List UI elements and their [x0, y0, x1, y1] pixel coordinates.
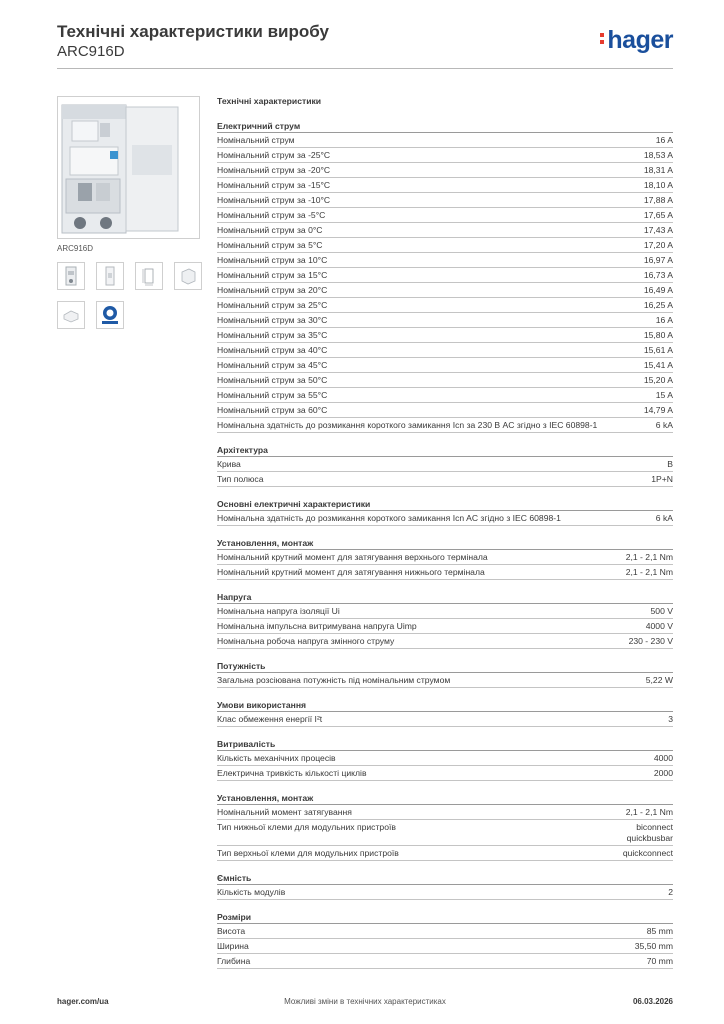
- spec-label: Номінальний струм за -5°C: [217, 210, 326, 220]
- spec-value: 5,22 W: [645, 675, 673, 685]
- logo-dots-icon: [600, 33, 605, 47]
- header-divider: [57, 68, 673, 69]
- spec-value: 18,53 A: [643, 150, 673, 160]
- spec-row: [217, 178, 673, 193]
- spec-label: Номінальний крутний момент для затягування верхнього термінала: [217, 552, 488, 562]
- spec-value: 17,88 A: [643, 195, 673, 205]
- spec-label: Номінальний струм за 40°C: [217, 345, 328, 355]
- spec-label: Номінальний струм за 50°C: [217, 375, 328, 385]
- spec-value: 15,41 A: [643, 360, 673, 370]
- spec-value: 4000: [653, 753, 673, 763]
- spec-value: 14,79 A: [643, 405, 673, 415]
- section-title: Умови використання: [217, 700, 673, 712]
- product-code: ARC916D: [57, 43, 125, 60]
- spec-row: [217, 511, 673, 526]
- spec-value: 15 A: [655, 390, 673, 400]
- spec-label: Глибина: [217, 956, 251, 966]
- spec-row: [217, 358, 673, 373]
- thumbnail-3d[interactable]: [174, 262, 202, 290]
- spec-label: Номінальна здатність до розмикання короткого замикання Icn за 230 В AC згідно з IEC 60898-1: [217, 420, 598, 430]
- spec-value: 16 A: [655, 135, 673, 145]
- spec-value: 4000 V: [645, 621, 673, 631]
- spec-row: [217, 403, 673, 418]
- spec-label: Номінальний струм за -10°C: [217, 195, 331, 205]
- thumbnail-quality[interactable]: [96, 301, 124, 329]
- spec-value: 15,20 A: [643, 375, 673, 385]
- page-header: [57, 22, 673, 70]
- footer-notice: Можливі зміни в технічних характеристиках: [284, 997, 446, 1006]
- spec-label: Номінальний струм: [217, 135, 295, 145]
- breaker-dimension-icon: [140, 266, 158, 286]
- spec-value: 2,1 - 2,1 Nm: [625, 552, 673, 562]
- specs-heading: Технічні характеристики: [217, 96, 322, 106]
- spec-row: [217, 939, 673, 954]
- spec-row: [217, 238, 673, 253]
- spec-label: Номінальна імпульсна витримувана напруга Uimp: [217, 621, 417, 631]
- hager-logo[interactable]: [600, 26, 673, 55]
- spec-label: Номінальний струм за 35°C: [217, 330, 328, 340]
- spec-label: Номінальний струм за 25°C: [217, 300, 328, 310]
- spec-row: [217, 223, 673, 238]
- spec-label: Висота: [217, 926, 246, 936]
- section-title: Установлення, монтаж: [217, 793, 673, 805]
- quality-badge-icon: [99, 304, 121, 326]
- spec-row: [217, 283, 673, 298]
- thumbnail-side[interactable]: [96, 262, 124, 290]
- spec-row: [217, 163, 673, 178]
- section-title: Архітектура: [217, 445, 673, 457]
- spec-value: 17,43 A: [643, 225, 673, 235]
- spec-row: [217, 313, 673, 328]
- spec-value: B: [667, 459, 673, 469]
- spec-label: Номінальна робоча напруга змінного струму: [217, 636, 395, 646]
- spec-row: [217, 550, 673, 565]
- spec-value: 16 A: [655, 315, 673, 325]
- spec-label: Ширина: [217, 941, 249, 951]
- spec-row: [217, 924, 673, 939]
- spec-value: 2000: [653, 768, 673, 778]
- spec-row: [217, 373, 673, 388]
- spec-row: [217, 268, 673, 283]
- spec-value: 70 mm: [646, 956, 673, 966]
- spec-row: [217, 634, 673, 649]
- spec-value: 1P+N: [651, 474, 673, 484]
- spec-value: 16,73 A: [643, 270, 673, 280]
- spec-label: Номінальний струм за 0°C: [217, 225, 323, 235]
- spec-value: 2: [668, 887, 673, 897]
- spec-label: Тип нижньої клеми для модульних пристроїв: [217, 822, 396, 832]
- spec-section: [217, 499, 673, 526]
- spec-label: Електрична тривкість кількості циклів: [217, 768, 367, 778]
- thumbnail-dimension[interactable]: [135, 262, 163, 290]
- page-title: Технічні характеристики виробу: [57, 22, 329, 41]
- logo-text: hager: [607, 26, 673, 54]
- spec-label: Кількість модулів: [217, 887, 286, 897]
- spec-value: quickconnect: [622, 848, 673, 858]
- spec-row: [217, 472, 673, 487]
- breaker-3d-icon: [179, 266, 197, 286]
- spec-row: [217, 133, 673, 148]
- spec-value: 3: [668, 714, 673, 724]
- spec-row: [217, 604, 673, 619]
- spec-label: Тип полюса: [217, 474, 264, 484]
- spec-value: 18,10 A: [643, 180, 673, 190]
- spec-label: Номінальний струм за 5°C: [217, 240, 323, 250]
- section-title: Ємність: [217, 873, 673, 885]
- spec-label: Номінальний струм за 20°C: [217, 285, 328, 295]
- breaker-back-icon: [62, 305, 80, 325]
- spec-row: [217, 388, 673, 403]
- spec-label: Тип верхньої клеми для модульних пристроїв: [217, 848, 399, 858]
- section-title: Напруга: [217, 592, 673, 604]
- section-title: Електричний струм: [217, 121, 673, 133]
- spec-row: [217, 457, 673, 472]
- spec-value: 16,97 A: [643, 255, 673, 265]
- spec-row: [217, 673, 673, 688]
- spec-section: [217, 592, 673, 649]
- spec-label: Номінальний струм за -25°C: [217, 150, 331, 160]
- spec-label: Кількість механічних процесів: [217, 753, 336, 763]
- spec-label: Номінальна здатність до розмикання короткого замикання Icn AC згідно з IEC 60898-1: [217, 513, 561, 523]
- spec-value: 17,20 A: [643, 240, 673, 250]
- footer-website-link[interactable]: hager.com/ua: [57, 997, 109, 1006]
- spec-value: 500 V: [650, 606, 673, 616]
- spec-label: Номінальний струм за -20°C: [217, 165, 331, 175]
- spec-label: Номінальний момент затягування: [217, 807, 352, 817]
- spec-label: Номінальний струм за 15°C: [217, 270, 328, 280]
- spec-row: [217, 208, 673, 223]
- spec-row: [217, 619, 673, 634]
- spec-value: 15,61 A: [643, 345, 673, 355]
- spec-row: [217, 148, 673, 163]
- section-title: Потужність: [217, 661, 673, 673]
- breaker-product-icon: [58, 97, 199, 238]
- spec-row: [217, 565, 673, 580]
- spec-value: biconnect quickbusbar: [626, 822, 673, 843]
- spec-value: 6 kA: [655, 513, 673, 523]
- product-image[interactable]: [57, 96, 200, 239]
- thumbnail-back[interactable]: [57, 301, 85, 329]
- spec-row: [217, 820, 673, 846]
- spec-value: 230 - 230 V: [628, 636, 673, 646]
- thumbnail-front[interactable]: [57, 262, 85, 290]
- spec-section: [217, 121, 673, 433]
- section-title: Установлення, монтаж: [217, 538, 673, 550]
- spec-row: [217, 343, 673, 358]
- spec-row: [217, 193, 673, 208]
- spec-label: Номінальний струм за 55°C: [217, 390, 328, 400]
- section-title: Розміри: [217, 912, 673, 924]
- spec-value: 16,49 A: [643, 285, 673, 295]
- spec-row: [217, 805, 673, 820]
- spec-section: [217, 912, 673, 969]
- spec-value: 18,31 A: [643, 165, 673, 175]
- spec-row: [217, 712, 673, 727]
- specifications: [217, 96, 673, 981]
- spec-label: Номінальний струм за 10°C: [217, 255, 328, 265]
- spec-value: 15,80 A: [643, 330, 673, 340]
- spec-row: [217, 253, 673, 268]
- spec-row: [217, 846, 673, 861]
- spec-row: [217, 766, 673, 781]
- spec-sections: [217, 121, 673, 969]
- spec-row: [217, 751, 673, 766]
- spec-row: [217, 298, 673, 313]
- spec-value: 2,1 - 2,1 Nm: [625, 567, 673, 577]
- spec-section: [217, 793, 673, 861]
- section-title: Витривалість: [217, 739, 673, 751]
- spec-label: Крива: [217, 459, 241, 469]
- breaker-side-icon: [101, 266, 119, 286]
- spec-label: Номінальна напруга ізоляції Ui: [217, 606, 340, 616]
- spec-label: Номінальний струм за -15°C: [217, 180, 331, 190]
- spec-row: [217, 328, 673, 343]
- spec-label: Клас обмеження енергії I²t: [217, 714, 323, 724]
- spec-value: 6 kA: [655, 420, 673, 430]
- footer-date: 06.03.2026: [632, 997, 673, 1006]
- spec-section: [217, 873, 673, 900]
- spec-label: Номінальний струм за 30°C: [217, 315, 328, 325]
- spec-section: [217, 739, 673, 781]
- spec-label: Номінальний струм за 45°C: [217, 360, 328, 370]
- spec-value: 85 mm: [646, 926, 673, 936]
- spec-section: [217, 700, 673, 727]
- spec-value: 17,65 A: [643, 210, 673, 220]
- spec-label: Номінальний крутний момент для затягування нижнього термінала: [217, 567, 485, 577]
- spec-value: 35,50 mm: [634, 941, 673, 951]
- spec-label: Номінальний струм за 60°C: [217, 405, 328, 415]
- spec-row: [217, 954, 673, 969]
- spec-section: [217, 538, 673, 580]
- section-title: Основні електричні характеристики: [217, 499, 673, 511]
- breaker-front-icon: [62, 266, 80, 286]
- spec-section: [217, 445, 673, 487]
- product-caption: ARC916D: [57, 244, 94, 253]
- spec-label: Загальна розсіювана потужність під номінальним струмом: [217, 675, 451, 685]
- spec-value: 16,25 A: [643, 300, 673, 310]
- spec-row: [217, 885, 673, 900]
- spec-value: 2,1 - 2,1 Nm: [625, 807, 673, 817]
- spec-row: [217, 418, 673, 433]
- spec-section: [217, 661, 673, 688]
